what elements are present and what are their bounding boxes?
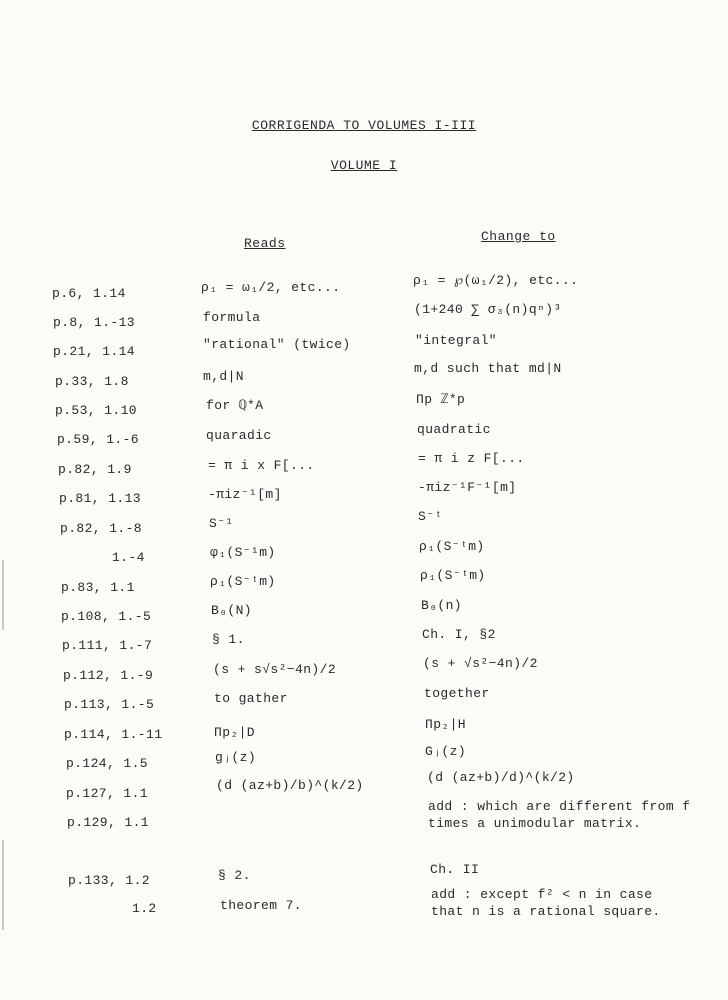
row-location: p.124, 1.5 xyxy=(66,756,149,771)
row-reads: φ₁(S⁻¹m) xyxy=(210,545,276,560)
row-location: p.53, 1.10 xyxy=(55,403,138,418)
row-change: (s + √s²−4n)/2 xyxy=(423,656,538,671)
row-location: p.127, 1.1 xyxy=(66,786,149,801)
row-reads: = π i x F[... xyxy=(208,458,315,473)
row-reads: quaradic xyxy=(206,428,272,443)
row-reads: § 2. xyxy=(218,868,251,883)
row-reads: for ℚ*A xyxy=(206,398,264,413)
row-location: p.114, 1.-11 xyxy=(64,727,163,742)
row-change: ρ₁(S⁻ᵗm) xyxy=(419,539,485,554)
row-change: Ch. II xyxy=(430,862,480,877)
row-location: p.6, 1.14 xyxy=(52,286,126,301)
row-location: p.8, 1.-13 xyxy=(53,315,136,330)
column-header-reads: Reads xyxy=(244,236,286,251)
row-change: m,d such that md|N xyxy=(414,361,562,376)
row-change: together xyxy=(424,686,490,701)
row-location: 1.-4 xyxy=(112,550,145,565)
row-reads: (d (az+b)/b)^(k/2) xyxy=(216,778,364,793)
row-change: Gⱼ(z) xyxy=(425,744,467,759)
row-location: p.112, 1.-9 xyxy=(63,668,154,683)
row-change: ρ₁ = ℘(ω₁/2), etc... xyxy=(413,273,579,288)
row-change: = π i z F[... xyxy=(418,451,525,466)
row-change: ρ₁(S⁻ᵗm) xyxy=(420,568,486,583)
row-reads: (s + s√s²−4n)/2 xyxy=(213,662,337,677)
row-change: Πp ℤ*p xyxy=(416,392,466,407)
scan-edge-mark xyxy=(2,840,4,930)
row-reads: Πp₂|D xyxy=(214,725,256,740)
row-reads: theorem 7. xyxy=(220,898,303,913)
row-change: -πiz⁻¹F⁻¹[m] xyxy=(418,480,517,495)
row-reads: m,d|N xyxy=(203,369,245,384)
row-change: add : except f² < n in case that n is a rational square. xyxy=(431,887,661,919)
page-title: CORRIGENDA TO VOLUMES I-III xyxy=(251,118,477,133)
row-change: Ch. I, §2 xyxy=(422,627,496,642)
row-location: p.129, 1.1 xyxy=(67,815,150,830)
row-change: (d (az+b)/d)^(k/2) xyxy=(427,770,575,785)
row-location: p.81, 1.13 xyxy=(59,491,142,506)
row-change: add : which are different from f times a unimodular matrix. xyxy=(428,799,691,831)
volume-heading: VOLUME I xyxy=(330,158,398,173)
row-reads: ρ₁ = ω₁/2, etc... xyxy=(201,280,341,295)
row-location: p.59, 1.-6 xyxy=(57,432,140,447)
row-reads: formula xyxy=(203,310,261,325)
row-location: p.111, 1.-7 xyxy=(62,638,153,653)
row-change: B₀(n) xyxy=(421,598,463,613)
row-change: S⁻ᵗ xyxy=(418,509,443,524)
row-change: Πp₂|H xyxy=(425,717,467,732)
row-reads: gⱼ(z) xyxy=(215,750,257,765)
row-change: (1+240 ∑ σ₃(n)qⁿ)³ xyxy=(414,302,562,317)
row-location: p.108, 1.-5 xyxy=(61,609,152,624)
row-reads: to gather xyxy=(214,691,288,706)
row-location: p.82, 1.9 xyxy=(58,462,132,477)
row-location: p.113, 1.-5 xyxy=(64,697,155,712)
row-reads: ρ₁(S⁻ᵗm) xyxy=(210,574,276,589)
row-reads: -πiz⁻¹[m] xyxy=(208,487,282,502)
row-location: 1.2 xyxy=(132,901,157,916)
row-reads: S⁻¹ xyxy=(209,516,234,531)
row-change: "integral" xyxy=(415,333,498,348)
row-reads: B₀(N) xyxy=(211,603,253,618)
column-header-change-to: Change to xyxy=(481,229,556,244)
row-change: quadratic xyxy=(417,422,491,437)
row-reads: "rational" (twice) xyxy=(203,337,351,352)
row-location: p.82, 1.-8 xyxy=(60,521,143,536)
row-location: p.21, 1.14 xyxy=(53,344,136,359)
row-location: p.133, 1.2 xyxy=(68,873,151,888)
scan-edge-mark xyxy=(2,560,4,630)
row-location: p.33, 1.8 xyxy=(55,374,129,389)
row-reads: § 1. xyxy=(212,632,245,647)
row-location: p.83, 1.1 xyxy=(61,580,135,595)
